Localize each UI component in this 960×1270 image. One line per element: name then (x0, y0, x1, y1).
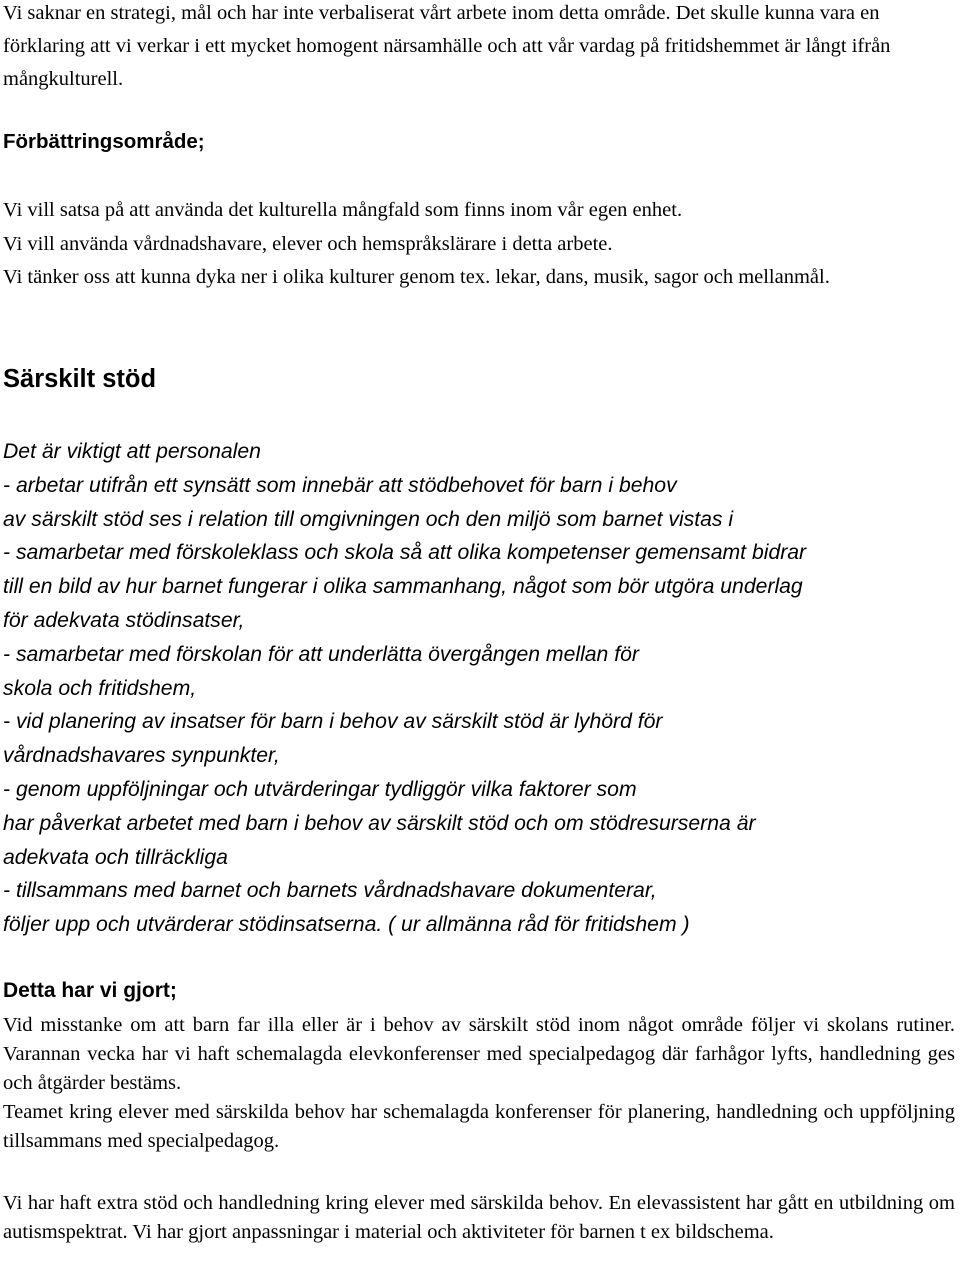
quote-line: - samarbetar med förskoleklass och skola så att olika kompetenser gemensamt bidrar (3, 541, 807, 565)
quote-line: - arbetar utifrån ett synsätt som innebär att stödbehovet för barn i behov (3, 473, 677, 497)
done-heading: Detta har vi gjort; (3, 979, 177, 1002)
quote-line: - samarbetar med förskolan för att underlätta övergången mellan för (3, 642, 639, 666)
improvement-line: Vi vill använda vårdnadshavare, elever och hemspråkslärare i detta arbete. (3, 232, 613, 255)
special-support-heading: Särskilt stöd (3, 365, 157, 393)
quote-line: följer upp och utvärderar stödinsatserna. ( ur allmänna råd för fritidshem ) (3, 913, 690, 937)
done-text-3: Vi har haft extra stöd och handledning kring elever med särskilda behov. En elevassistent har gått en utbildning om autismspektrat. Vi har gjort anpassningar i material och aktiviteter för barnen t ex bildschema. (3, 1192, 955, 1243)
quote-line: - vid planering av insatser för barn i behov av särskilt stöd är lyhörd för (3, 710, 663, 734)
quote-line: har påverkat arbetet med barn i behov av särskilt stöd och om stödresurserna är (3, 811, 756, 835)
quote-line: adekvata och tillräckliga (3, 845, 228, 869)
quote-line: skola och fritidshem, (3, 676, 197, 700)
done-paragraph-2 (3, 1098, 955, 1156)
improvement-line: Vi vill satsa på att använda det kulturella mångfald som finns inom vår egen enhet. (3, 199, 683, 221)
quote-line: vårdnadshavares synpunkter, (3, 744, 280, 768)
done-paragraph-3 (3, 1189, 955, 1247)
intro-text: Vi saknar en strategi, mål och har inte verbaliserat vårt arbete inom detta område. Det skulle kunna vara en förklaring att vi verkar i ett mycket homogent närsamhälle och att vår vardag på fritidshemmet är långt ifrån mångkulturell. (3, 2, 891, 90)
quote-line: - tillsammans med barnet och barnets vårdnadshavare dokumenterar, (3, 879, 657, 903)
improvement-list (3, 194, 903, 295)
quote-line: Det är viktigt att personalen (3, 440, 261, 463)
special-support-quote (3, 435, 806, 942)
done-text-1: Vid misstanke om att barn far illa eller är i behov av särskilt stöd inom något område följer vi skolans rutiner. Varannan vecka har vi haft schemalagda elevkonferenser med specialpedagog där farhågor lyfts, handledning ges och åtgärder bestäms. (3, 1014, 955, 1094)
intro-paragraph (3, 0, 923, 96)
quote-line: av särskilt stöd ses i relation till omgivningen och den miljö som barnet vistas i (3, 507, 734, 531)
quote-line: till en bild av hur barnet fungerar i olika sammanhang, något som bör utgöra underlag (3, 575, 803, 599)
improvement-line: Vi tänker oss att kunna dyka ner i olika kulturer genom tex. lekar, dans, musik, sagor och mellanmål. (3, 266, 830, 288)
done-text-2: Teamet kring elever med särskilda behov har schemalagda konferenser för planering, handledning och uppföljning tillsammans med specialpedagog. (3, 1101, 955, 1152)
done-paragraph-1 (3, 1011, 955, 1098)
improvement-heading: Förbättringsområde; (3, 130, 205, 153)
quote-line: för adekvata stödinsatser, (3, 608, 245, 632)
quote-line: - genom uppföljningar och utvärderingar tydliggör vilka faktorer som (3, 777, 637, 801)
